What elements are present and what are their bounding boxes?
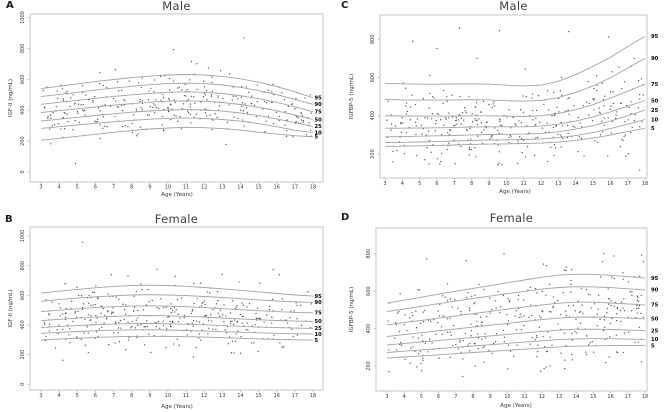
svg-text:75: 75 [314, 109, 322, 116]
svg-text:5: 5 [75, 393, 79, 399]
svg-text:7: 7 [111, 184, 116, 191]
svg-text:800: 800 [370, 34, 376, 45]
svg-text:600: 600 [370, 72, 376, 83]
panel-title-c: Male [499, 0, 528, 13]
svg-text:12: 12 [201, 393, 208, 399]
svg-text:Age (Years): Age (Years) [161, 192, 193, 198]
svg-text:600: 600 [20, 74, 26, 85]
svg-text:25: 25 [651, 328, 659, 335]
svg-text:1000: 1000 [20, 229, 26, 243]
svg-text:90: 90 [651, 56, 659, 63]
svg-text:14: 14 [237, 184, 244, 191]
svg-text:8: 8 [471, 394, 475, 400]
svg-text:14: 14 [573, 394, 580, 400]
svg-text:IGFBP-5 (ng/mL): IGFBP-5 (ng/mL) [349, 73, 355, 120]
svg-text:15: 15 [255, 184, 262, 191]
svg-text:200: 200 [20, 136, 26, 146]
svg-text:12: 12 [201, 184, 208, 191]
panel-title-a: Male [162, 0, 191, 13]
svg-text:11: 11 [521, 394, 528, 400]
svg-text:13: 13 [219, 184, 226, 191]
svg-text:800: 800 [20, 43, 26, 54]
svg-text:4: 4 [57, 184, 61, 191]
svg-text:5: 5 [75, 184, 79, 191]
svg-text:7: 7 [111, 393, 116, 399]
svg-text:7: 7 [452, 181, 456, 187]
svg-text:14: 14 [572, 181, 579, 187]
panel-letter-a: A [6, 0, 14, 11]
svg-text:50: 50 [651, 316, 659, 323]
svg-text:10: 10 [504, 394, 511, 400]
svg-text:9: 9 [488, 394, 492, 400]
svg-text:10: 10 [164, 184, 172, 191]
svg-text:4: 4 [400, 181, 404, 187]
svg-text:4: 4 [402, 394, 406, 400]
svg-text:600: 600 [366, 286, 372, 296]
svg-text:IGF-II (ng/mL): IGF-II (ng/mL) [8, 78, 14, 118]
panel-c-male-igfbp5 [333, 0, 666, 206]
svg-text:90: 90 [314, 102, 322, 109]
svg-text:400: 400 [366, 323, 372, 334]
svg-text:25: 25 [314, 326, 322, 333]
svg-text:15: 15 [589, 181, 597, 187]
svg-text:5: 5 [651, 126, 655, 132]
svg-text:9: 9 [487, 181, 491, 187]
svg-text:0: 0 [20, 170, 26, 174]
svg-text:3: 3 [385, 394, 389, 400]
svg-text:6: 6 [435, 181, 439, 187]
chart-b-svg [0, 206, 333, 412]
svg-text:18: 18 [309, 393, 317, 399]
svg-text:8: 8 [130, 184, 134, 191]
svg-text:10: 10 [314, 130, 322, 137]
panel-title-d: Female [489, 211, 534, 225]
svg-text:18: 18 [309, 184, 317, 191]
svg-text:14: 14 [237, 393, 244, 399]
svg-text:3: 3 [39, 393, 43, 399]
svg-text:95: 95 [314, 293, 322, 300]
svg-text:25: 25 [314, 124, 322, 131]
svg-text:200: 200 [20, 349, 26, 360]
svg-text:13: 13 [555, 181, 562, 187]
panel-d-female-igfbp5 [333, 206, 666, 412]
svg-text:4: 4 [57, 393, 61, 399]
svg-text:5: 5 [419, 394, 423, 400]
svg-text:25: 25 [651, 107, 659, 114]
svg-text:15: 15 [590, 394, 597, 400]
svg-text:75: 75 [314, 310, 322, 317]
panel-a-male-igf2 [0, 0, 333, 206]
svg-text:16: 16 [607, 394, 614, 400]
svg-text:IGF-II (ng/mL): IGF-II (ng/mL) [8, 289, 14, 328]
chart-c-svg [333, 0, 666, 206]
svg-text:10: 10 [503, 181, 510, 187]
svg-text:50: 50 [651, 98, 659, 105]
svg-text:6: 6 [437, 394, 441, 400]
svg-text:10: 10 [314, 331, 322, 338]
svg-text:75: 75 [651, 302, 659, 309]
svg-text:800: 800 [366, 249, 372, 259]
svg-text:13: 13 [555, 394, 563, 400]
svg-text:5: 5 [651, 343, 655, 350]
svg-text:7: 7 [454, 394, 458, 400]
svg-text:Age (Years): Age (Years) [500, 403, 532, 409]
svg-text:10: 10 [164, 393, 172, 399]
svg-text:95: 95 [651, 275, 659, 282]
panel-letter-c: C [341, 0, 349, 11]
svg-text:600: 600 [20, 290, 26, 301]
svg-text:11: 11 [182, 184, 190, 191]
chart-d-svg [333, 206, 666, 412]
svg-text:0: 0 [20, 382, 26, 386]
svg-text:17: 17 [624, 181, 631, 187]
svg-text:5: 5 [418, 181, 422, 187]
panel-title-b: Female [154, 212, 199, 226]
svg-text:5: 5 [314, 337, 319, 344]
svg-text:400: 400 [20, 320, 26, 330]
svg-text:16: 16 [607, 181, 614, 187]
svg-text:Age (Years): Age (Years) [161, 404, 193, 410]
svg-text:15: 15 [255, 393, 262, 399]
svg-text:12: 12 [537, 181, 545, 187]
svg-text:16: 16 [273, 393, 280, 399]
svg-text:9: 9 [148, 393, 152, 399]
svg-text:17: 17 [291, 184, 299, 191]
svg-text:17: 17 [624, 394, 631, 400]
svg-text:11: 11 [182, 393, 190, 399]
svg-text:12: 12 [538, 394, 545, 400]
svg-text:6: 6 [93, 184, 97, 191]
panel-letter-b: B [5, 214, 13, 225]
svg-text:10: 10 [651, 337, 659, 344]
svg-text:13: 13 [219, 393, 226, 399]
svg-text:18: 18 [641, 181, 649, 187]
svg-text:200: 200 [366, 361, 372, 371]
svg-text:95: 95 [651, 34, 659, 41]
svg-text:400: 400 [20, 105, 26, 115]
svg-text:17: 17 [291, 393, 299, 399]
panel-b-female-igf2 [0, 206, 333, 412]
svg-text:6: 6 [93, 393, 97, 399]
svg-text:50: 50 [314, 319, 322, 326]
svg-text:200: 200 [370, 149, 376, 159]
svg-text:8: 8 [130, 393, 134, 399]
svg-text:9: 9 [148, 184, 152, 191]
svg-text:IGFBP-5 (ng/mL): IGFBP-5 (ng/mL) [349, 286, 355, 333]
svg-text:95: 95 [314, 95, 322, 102]
svg-text:5: 5 [314, 134, 319, 141]
svg-text:8: 8 [470, 181, 474, 187]
panel-letter-d: D [341, 212, 350, 223]
svg-text:400: 400 [370, 110, 376, 121]
svg-text:1000: 1000 [20, 11, 26, 24]
svg-text:75: 75 [651, 82, 659, 88]
svg-text:Age (Years): Age (Years) [499, 189, 531, 195]
svg-text:90: 90 [314, 300, 322, 307]
svg-text:90: 90 [651, 287, 659, 294]
svg-text:3: 3 [39, 184, 43, 191]
svg-text:3: 3 [383, 181, 387, 187]
svg-text:50: 50 [314, 117, 322, 124]
svg-text:16: 16 [273, 184, 280, 191]
svg-text:800: 800 [20, 260, 26, 271]
svg-text:10: 10 [651, 117, 659, 124]
chart-a-svg [0, 0, 333, 206]
svg-text:11: 11 [520, 181, 527, 187]
svg-text:18: 18 [641, 394, 649, 400]
